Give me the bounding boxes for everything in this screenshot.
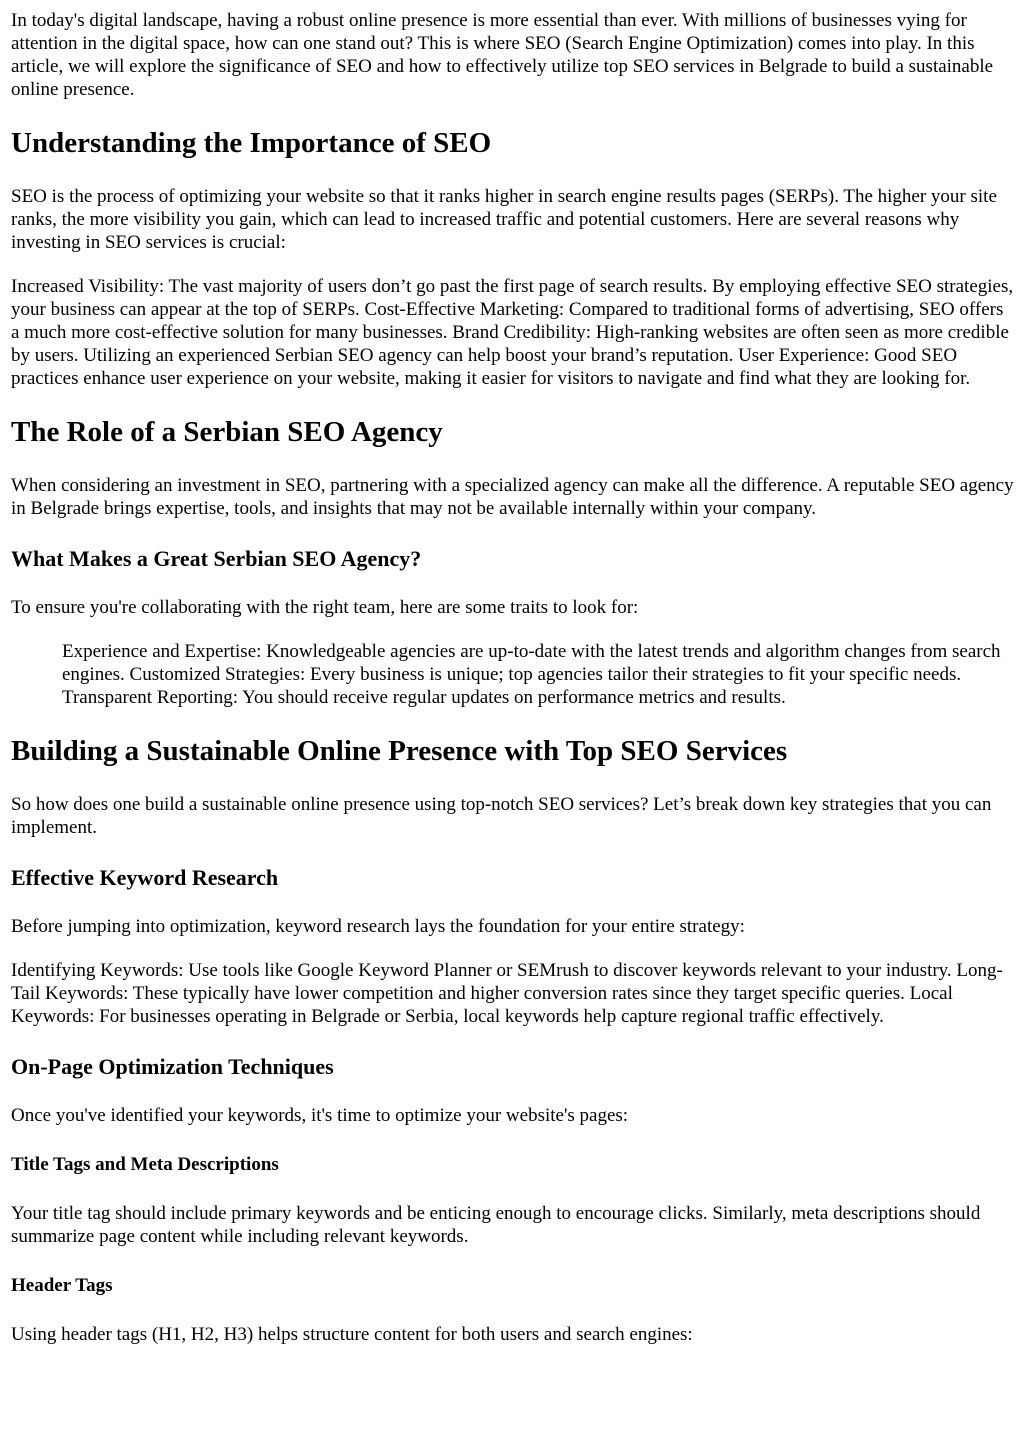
seo-benefits-paragraph: Increased Visibility: The vast majority of users don’t go past the first page of search results. By employing effective SEO strategies, your business can appear at the top of SERPs. Cost-Effective Marketing: Compared to traditional forms of advertising, SEO offers a much more cost-effective solution for many businesses. Brand Credibility: High-ranking websites are often seen as more credible by users. Utilizing an experienced Serbian SEO agency can help boost your brand’s reputation. User Experience: Good SEO practices enhance user experience on your website, making it easier for visitors to navigate and find what they are looking for. — [11, 276, 1014, 389]
heading-role-of-agency: The Role of a Serbian SEO Agency — [11, 416, 443, 448]
agency-paragraph: When considering an investment in SEO, partnering with a specialized agency can make all the difference. A reputable SEO agency in Belgrade brings expertise, tools, and insights that may not be available internally within your company. — [11, 475, 1014, 519]
heading-keyword-research: Effective Keyword Research — [11, 865, 279, 890]
keyword-types-paragraph: Identifying Keywords: Use tools like Google Keyword Planner or SEMrush to discover keywords relevant to your industry. Long-Tail Keywords: These typically have lower competition and higher conversion rates since they target specific queries. Local Keywords: For businesses operating in Belgrade or Serbia, local keywords help capture regional traffic effectively. — [11, 960, 1003, 1027]
heading-header-tags: Header Tags — [11, 1275, 113, 1296]
traits-intro-paragraph: To ensure you're collaborating with the right team, here are some traits to look for: — [11, 597, 639, 618]
traits-blockquote — [62, 640, 1014, 709]
traits-quote-paragraph: Experience and Expertise: Knowledgeable agencies are up-to-date with the latest trends and algorithm changes from search engines. Customized Strategies: Every business is unique; top agencies tailor their strategies to fit your specific needs. Transparent Reporting: You should receive regular updates on performance metrics and results. — [62, 641, 1001, 708]
on-page-intro-paragraph: Once you've identified your keywords, it's time to optimize your website's pages: — [11, 1105, 629, 1126]
keyword-research-intro-paragraph: Before jumping into optimization, keyword research lays the foundation for your entire strategy: — [11, 916, 745, 937]
title-tags-paragraph: Your title tag should include primary keywords and be enticing enough to encourage clicks. Similarly, meta descriptions should summarize page content while including relevant keywords. — [11, 1203, 981, 1247]
heading-title-tags: Title Tags and Meta Descriptions — [11, 1154, 279, 1175]
strategies-intro-paragraph: So how does one build a sustainable online presence using top-notch SEO services? Let’s break down key strategies that you can implement. — [11, 794, 992, 838]
header-tags-paragraph: Using header tags (H1, H2, H3) helps structure content for both users and search engines: — [11, 1324, 693, 1345]
heading-importance-of-seo: Understanding the Importance of SEO — [11, 127, 492, 159]
intro-paragraph: In today's digital landscape, having a robust online presence is more essential than ever. With millions of businesses vying for attention in the digital space, how can one stand out? This is where SEO (Search Engine Optimization) comes into play. In this article, we will explore the significance of SEO and how to effectively utilize top SEO services in Belgrade to build a sustainable online presence. — [11, 10, 994, 100]
heading-on-page-optimization: On-Page Optimization Techniques — [11, 1054, 334, 1079]
seo-definition-paragraph: SEO is the process of optimizing your website so that it ranks higher in search engine results pages (SERPs). The higher your site ranks, the more visibility you gain, which can lead to increased traffic and potential customers. Here are several reasons why investing in SEO services is crucial: — [11, 186, 997, 253]
heading-great-agency: What Makes a Great Serbian SEO Agency? — [11, 546, 422, 571]
heading-sustainable-presence: Building a Sustainable Online Presence with Top SEO Services — [11, 735, 788, 767]
